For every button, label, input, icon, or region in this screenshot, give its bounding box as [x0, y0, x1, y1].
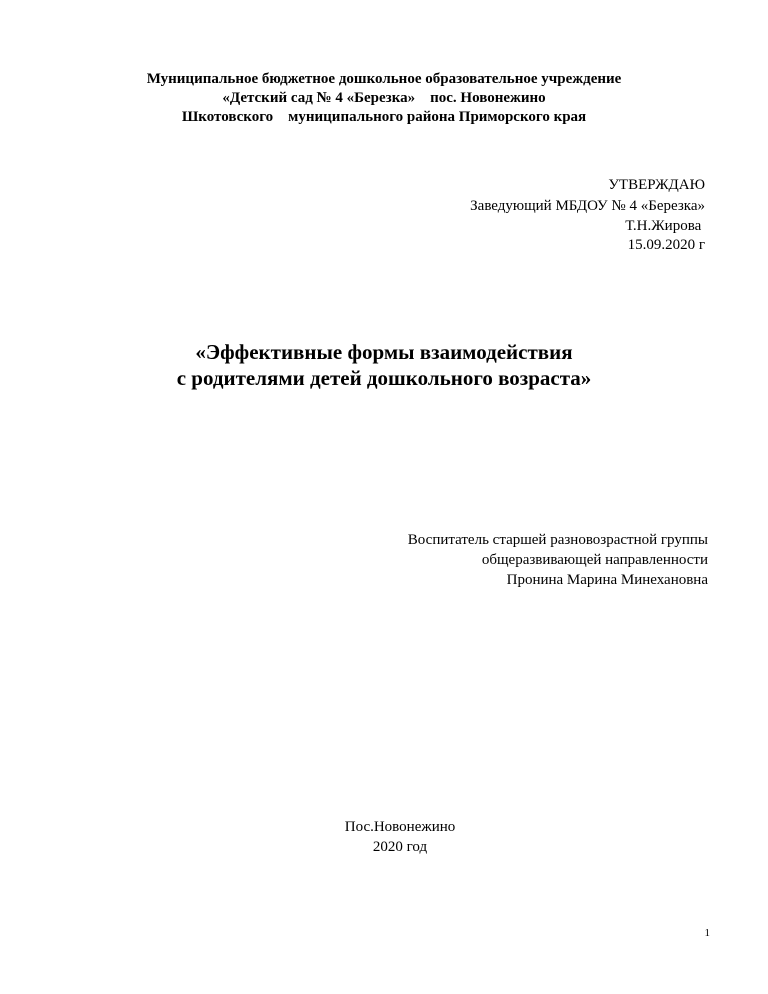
- header-line-1: Муниципальное бюджетное дошкольное образовательное учреждение: [146, 71, 622, 87]
- approval-heading: УТВЕРЖДАЮ: [608, 177, 705, 193]
- title-line-2: с родителями детей дошкольного возраста»: [176, 366, 592, 390]
- header-line-2: «Детский сад № 4 «Березка» пос. Новонежино: [222, 90, 546, 106]
- approval-signatory: Т.Н.Жирова: [625, 218, 705, 234]
- header-line-3: Шкотовского муниципального района Приморского края: [181, 109, 587, 125]
- author-name: Пронина Марина Минехановна: [506, 572, 708, 588]
- year: 2020 год: [372, 839, 428, 855]
- page-number: 1: [704, 927, 710, 939]
- place-name: Пос.Новонежино: [344, 819, 456, 835]
- approval-date: 15.09.2020 г: [627, 237, 705, 253]
- approval-position: Заведующий МБДОУ № 4 «Березка»: [470, 198, 705, 214]
- author-direction: общеразвивающей направленности: [481, 552, 708, 568]
- author-position: Воспитатель старшей разновозрастной группы: [407, 532, 708, 548]
- title-line-1: «Эффективные формы взаимодействия: [195, 340, 573, 364]
